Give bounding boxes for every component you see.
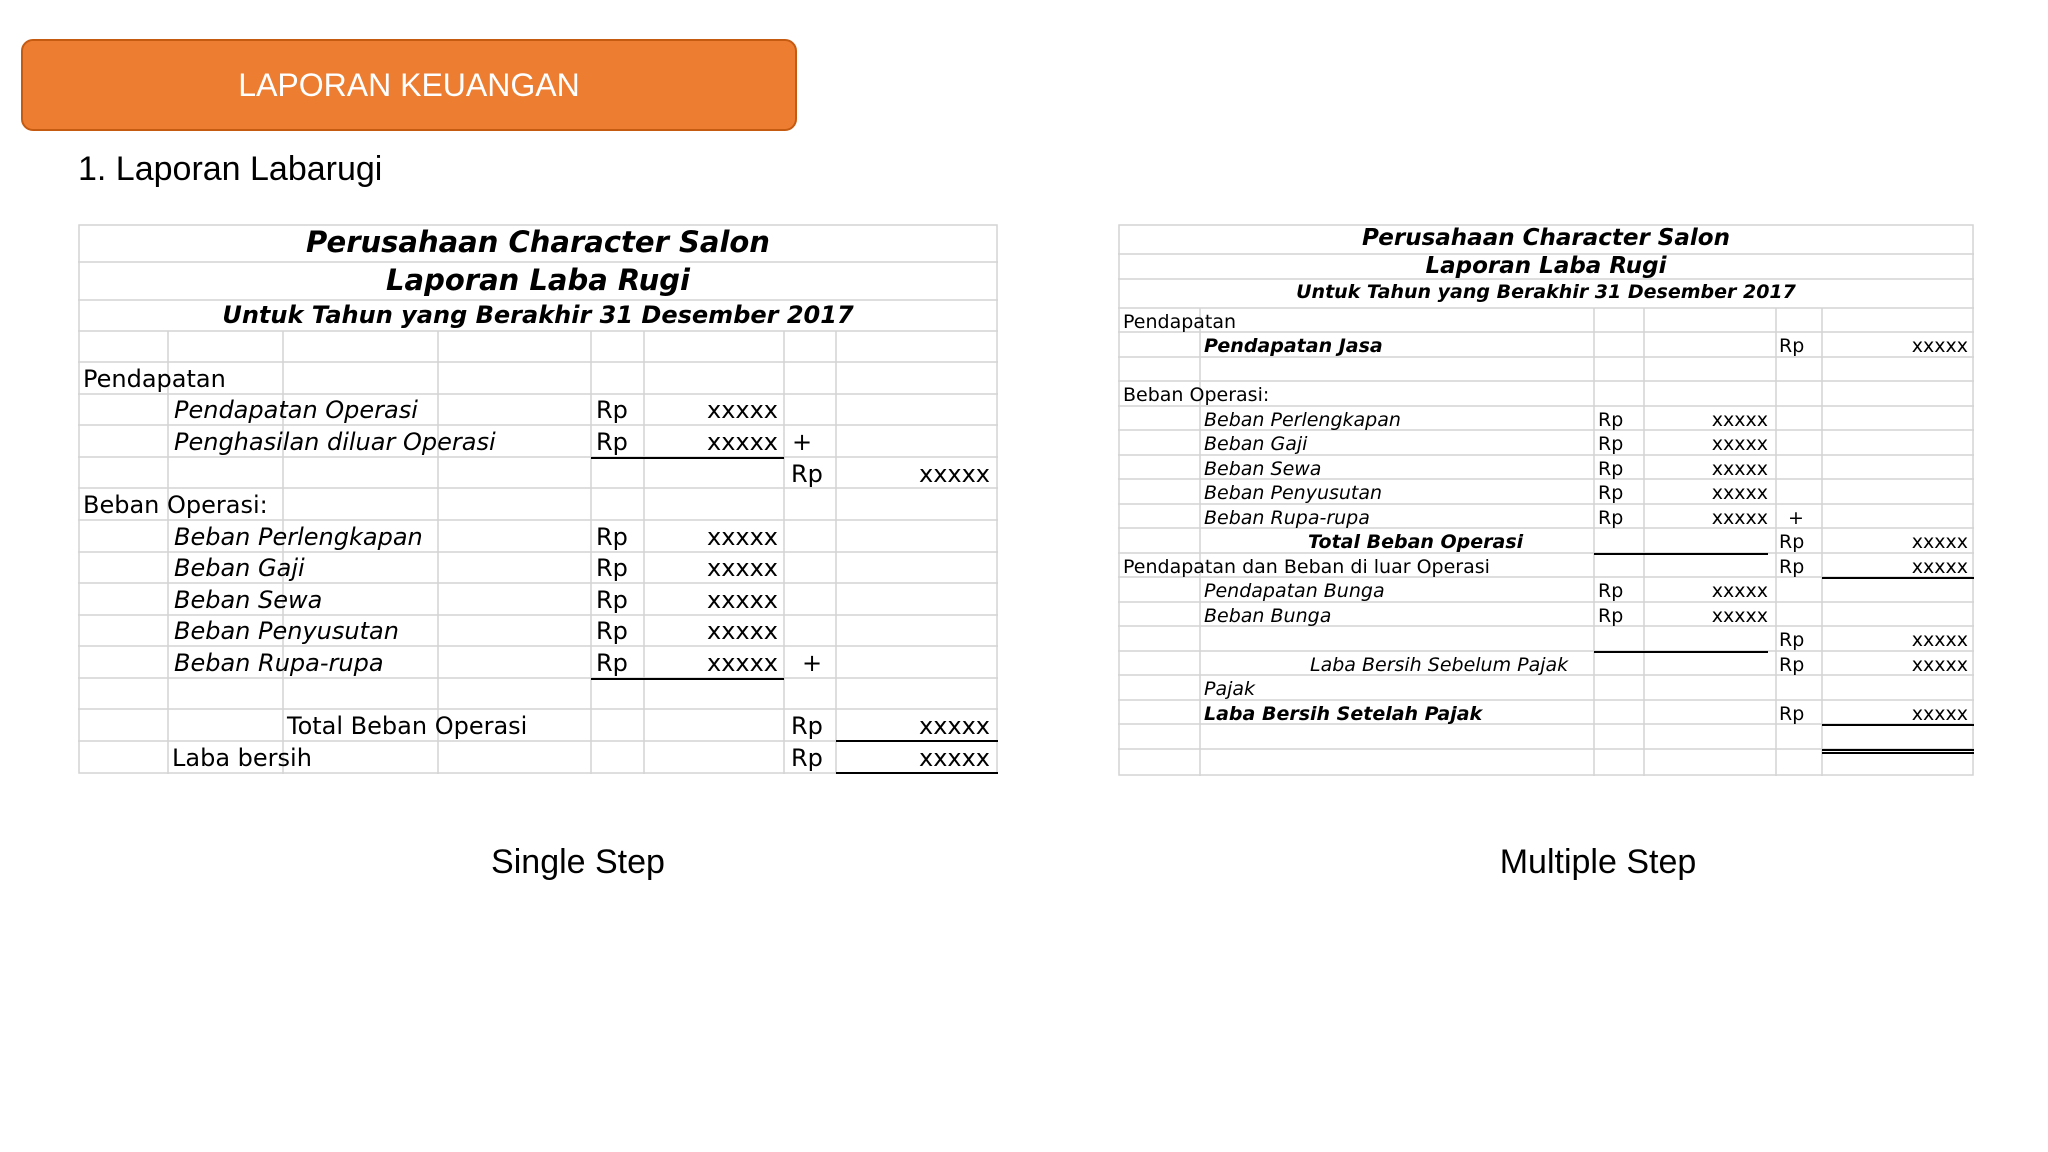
- multiple-expense-heading: Beban Operasi:: [1123, 384, 1270, 406]
- line-item-label: Pendapatan Jasa: [1204, 335, 1383, 357]
- amount-value: xxxxx: [1711, 507, 1768, 529]
- currency-label: Rp: [1779, 703, 1805, 725]
- currency-label: Rp: [791, 460, 823, 488]
- single-revenue-heading: Pendapatan: [83, 365, 226, 393]
- amount-value: xxxxx: [918, 460, 990, 488]
- amount-value: xxxxx: [1911, 629, 1968, 651]
- amount-value: xxxxx: [706, 586, 778, 614]
- amount-value: xxxxx: [1911, 531, 1968, 553]
- line-item-label: Beban Bunga: [1204, 605, 1332, 627]
- currency-label: Rp: [1598, 605, 1624, 627]
- currency-label: Rp: [596, 586, 628, 614]
- currency-label: Rp: [596, 554, 628, 582]
- currency-label: Rp: [1779, 654, 1805, 676]
- amount-value: xxxxx: [1711, 605, 1768, 627]
- amount-value: xxxxx: [706, 617, 778, 645]
- amount-value: xxxxx: [1911, 335, 1968, 357]
- amount-value: xxxxx: [706, 649, 778, 677]
- section-heading: 1. Laporan Labarugi: [78, 150, 383, 188]
- section-banner: [21, 39, 797, 131]
- total-label: Total Beban Operasi: [1308, 531, 1524, 553]
- amount-value: xxxxx: [1711, 433, 1768, 455]
- line-item-label: Beban Rupa-rupa: [174, 649, 384, 677]
- currency-label: Rp: [596, 428, 628, 456]
- amount-value: xxxxx: [918, 712, 990, 740]
- amount-value: xxxxx: [1911, 654, 1968, 676]
- sum-sign: +: [1788, 507, 1804, 529]
- line-item-label: Beban Sewa: [1204, 458, 1322, 480]
- amount-value: xxxxx: [706, 523, 778, 551]
- currency-label: Rp: [1779, 629, 1805, 651]
- single-company-name: Perusahaan Character Salon: [306, 225, 770, 259]
- tax-label: Pajak: [1204, 678, 1256, 700]
- currency-label: Rp: [1598, 507, 1624, 529]
- amount-value: xxxxx: [1911, 703, 1968, 725]
- amount-value: xxxxx: [1711, 458, 1768, 480]
- currency-label: Rp: [1779, 531, 1805, 553]
- line-item-label: Beban Penyusutan: [174, 617, 399, 645]
- multiple-report-period: Untuk Tahun yang Berakhir 31 Desember 2017: [1296, 281, 1796, 303]
- currency-label: Rp: [1598, 409, 1624, 431]
- amount-value: xxxxx: [1711, 409, 1768, 431]
- sum-sign: +: [792, 428, 813, 456]
- currency-label: Rp: [596, 523, 628, 551]
- multiple-company-name: Perusahaan Character Salon: [1362, 225, 1730, 251]
- currency-label: Rp: [1779, 335, 1805, 357]
- currency-label: Rp: [1598, 433, 1624, 455]
- multiple-revenue-heading: Pendapatan: [1123, 311, 1237, 333]
- banner-title: LAPORAN KEUANGAN: [238, 66, 580, 103]
- single-step-caption: Single Step: [491, 843, 665, 881]
- line-item-label: Beban Gaji: [1204, 433, 1308, 455]
- amount-value: xxxxx: [918, 744, 990, 772]
- currency-label: Rp: [791, 744, 823, 772]
- line-item-label: Beban Sewa: [174, 586, 323, 614]
- currency-label: Rp: [1598, 580, 1624, 602]
- sum-sign: +: [802, 649, 823, 677]
- currency-label: Rp: [791, 712, 823, 740]
- currency-label: Rp: [1779, 556, 1805, 578]
- line-item-label: Penghasilan diluar Operasi: [174, 428, 496, 456]
- line-item-label: Beban Gaji: [174, 554, 305, 582]
- amount-value: xxxxx: [1911, 556, 1968, 578]
- line-item-label: Beban Penyusutan: [1204, 482, 1383, 504]
- multiple-step-caption: Multiple Step: [1499, 843, 1697, 881]
- amount-value: xxxxx: [706, 428, 778, 456]
- line-item-label: Beban Perlengkapan: [1204, 409, 1401, 431]
- currency-label: Rp: [596, 396, 628, 424]
- line-item-label: Beban Perlengkapan: [174, 523, 423, 551]
- currency-label: Rp: [1598, 482, 1624, 504]
- aftertax-label: Laba Bersih Setelah Pajak: [1204, 703, 1483, 725]
- currency-label: Rp: [1598, 458, 1624, 480]
- line-item-label: Beban Rupa-rupa: [1204, 507, 1370, 529]
- amount-value: xxxxx: [1711, 482, 1768, 504]
- single-report-period: Untuk Tahun yang Berakhir 31 Desember 2017: [222, 301, 854, 329]
- single-report-title: Laporan Laba Rugi: [386, 263, 690, 297]
- amount-value: xxxxx: [1711, 580, 1768, 602]
- net-income-label: Laba bersih: [172, 744, 312, 772]
- pretax-label: Laba Bersih Sebelum Pajak: [1310, 654, 1569, 676]
- amount-value: xxxxx: [706, 554, 778, 582]
- multiple-step-income-statement: [1118, 224, 1974, 776]
- line-item-label: Pendapatan Operasi: [174, 396, 418, 424]
- other-heading-label: Pendapatan dan Beban di luar Operasi: [1123, 556, 1490, 578]
- total-label: Total Beban Operasi: [287, 712, 528, 740]
- multiple-report-title: Laporan Laba Rugi: [1425, 253, 1667, 279]
- currency-label: Rp: [596, 649, 628, 677]
- line-item-label: Pendapatan Bunga: [1204, 580, 1385, 602]
- single-step-income-statement: [78, 224, 998, 774]
- currency-label: Rp: [596, 617, 628, 645]
- single-expense-heading: Beban Operasi:: [83, 491, 268, 519]
- amount-value: xxxxx: [706, 396, 778, 424]
